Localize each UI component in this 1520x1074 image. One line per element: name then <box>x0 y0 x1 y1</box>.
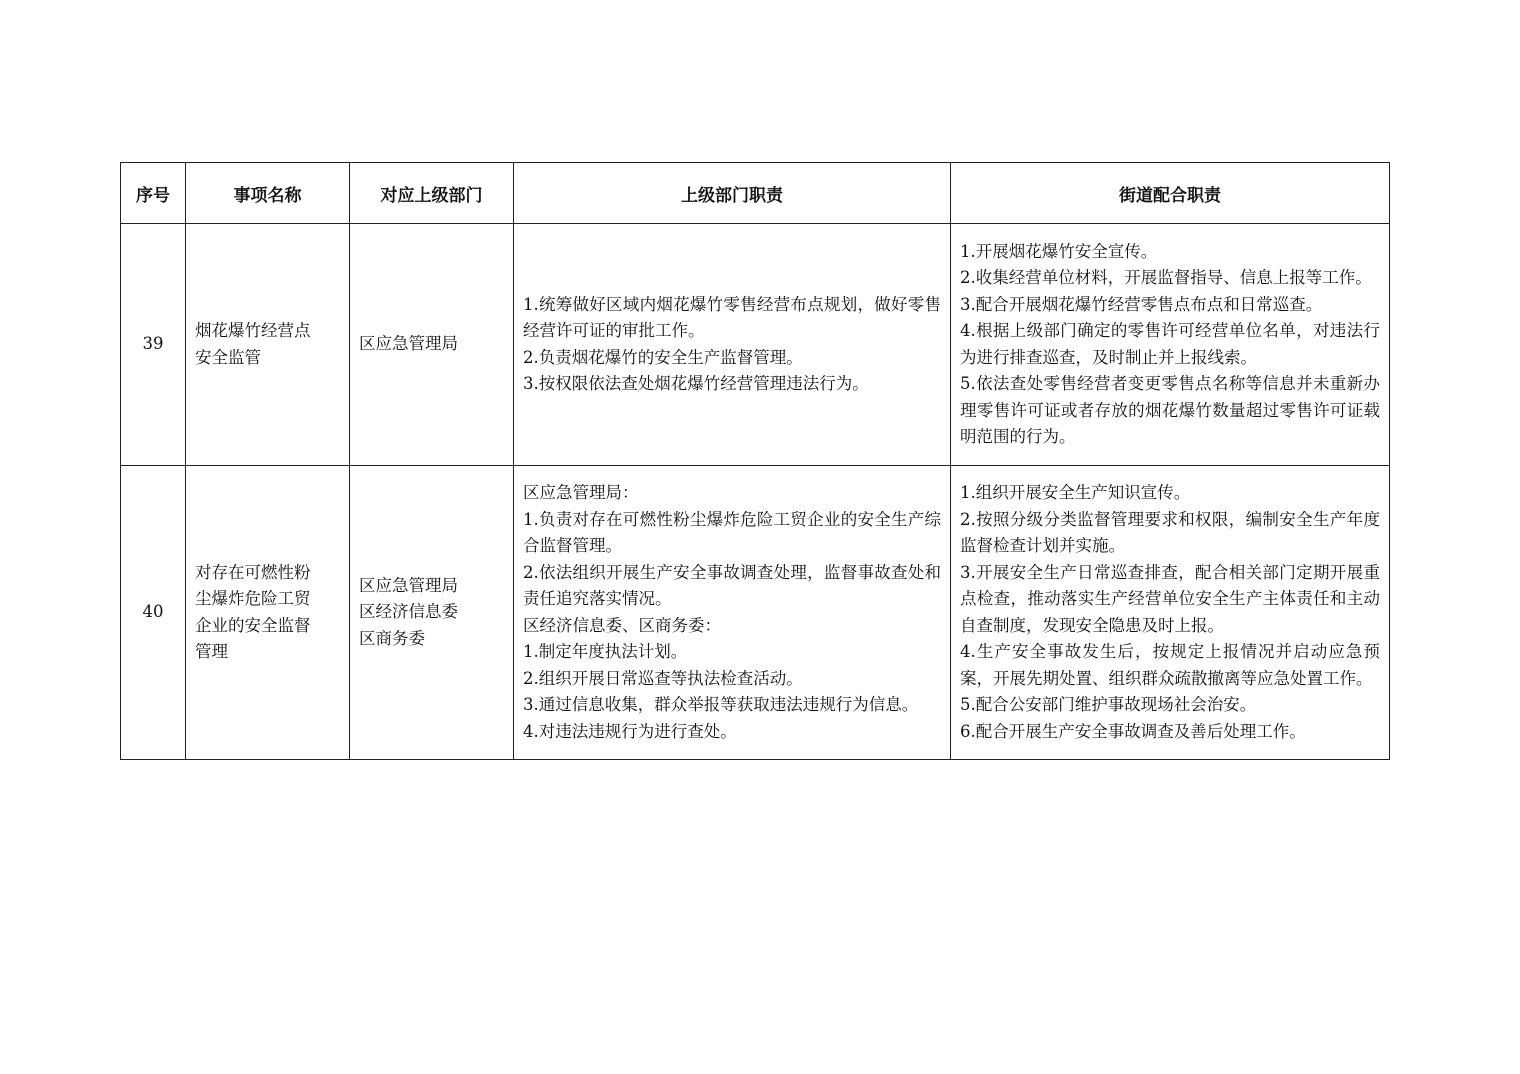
duty-item: 4.对违法违规行为进行查处。 <box>523 721 737 741</box>
table-header-row <box>121 163 1390 224</box>
item-name-line: 尘爆炸危险工贸 <box>195 589 311 608</box>
row-number: 39 <box>121 224 186 466</box>
duty-item: 3.按权限依法查处烟花爆竹经营管理违法行为。 <box>523 374 869 393</box>
dept-line: 区商务委 <box>359 628 425 648</box>
duty-item: 6.配合开展生产安全事故调查及善后处理工作。 <box>960 721 1306 741</box>
superior-duties-cell <box>514 224 951 466</box>
header-street-duties: 街道配合职责 <box>951 163 1390 224</box>
superior-dept-cell <box>350 466 514 760</box>
duty-item: 区经济信息委、区商务委： <box>523 615 721 635</box>
dept-line: 区应急管理局 <box>359 575 458 595</box>
duty-item: 4.生产安全事故发生后，按规定上报情况并启动应急预案，开展先期处置、组织群众疏散撤离等应急处置工作。 <box>960 642 1380 688</box>
header-superior-dept: 对应上级部门 <box>350 163 514 224</box>
duty-item: 5.配合公安部门维护事故现场社会治安。 <box>960 695 1257 714</box>
duty-item: 5.依法查处零售经营者变更零售点名称等信息并未重新办理零售许可证或者存放的烟花爆竹数量超过零售许可证载明范围的行为。 <box>960 374 1380 446</box>
duty-item: 1.组织开展安全生产知识宣传。 <box>960 483 1191 502</box>
header-superior-duties: 上级部门职责 <box>514 163 951 224</box>
item-name-cell <box>186 224 350 466</box>
duty-item: 1.负责对存在可燃性粉尘爆炸危险工贸企业的安全生产综合监督管理。 <box>523 509 941 555</box>
duties-table <box>120 162 1390 760</box>
item-name-cell <box>186 466 350 760</box>
duty-item: 1.统筹做好区域内烟花爆竹零售经营布点规划，做好零售经营许可证的审批工作。 <box>523 294 941 340</box>
item-name-line: 安全监管 <box>195 347 261 367</box>
duty-item: 3.配合开展烟花爆竹经营零售点布点和日常巡查。 <box>960 294 1323 314</box>
superior-duties-cell <box>514 466 951 760</box>
street-duties-cell <box>951 466 1390 760</box>
header-item-name: 事项名称 <box>186 163 350 224</box>
duty-item: 2.收集经营单位材料，开展监督指导、信息上报等工作。 <box>960 268 1372 287</box>
item-name-line: 企业的安全监督 <box>195 615 311 635</box>
duty-item: 2.依法组织开展生产安全事故调查处理，监督事故查处和责任追究落实情况。 <box>523 562 941 608</box>
duty-item: 2.负责烟花爆竹的安全生产监督管理。 <box>523 347 803 367</box>
item-name-line: 对存在可燃性粉 <box>195 562 311 582</box>
duty-item: 区应急管理局： <box>523 483 639 502</box>
item-name-line: 管理 <box>195 642 228 661</box>
dept-line: 区经济信息委 <box>359 602 458 622</box>
duty-item: 3.通过信息收集，群众举报等获取违法违规行为信息。 <box>523 695 919 714</box>
duty-item: 1.制定年度执法计划。 <box>523 642 688 661</box>
duty-item: 3.开展安全生产日常巡查排查，配合相关部门定期开展重点检查，推动落实生产经营单位安全生产主体责任和主动自查制度，发现安全隐患及时上报。 <box>960 562 1380 635</box>
duty-item: 2.组织开展日常巡查等执法检查活动。 <box>523 668 803 688</box>
superior-dept-cell <box>350 224 514 466</box>
duty-item: 2.按照分级分类监督管理要求和权限，编制安全生产年度监督检查计划并实施。 <box>960 509 1380 555</box>
item-name-line: 烟花爆竹经营点 <box>195 321 311 340</box>
dept-line: 区应急管理局 <box>359 334 458 354</box>
duty-item: 1.开展烟花爆竹安全宣传。 <box>960 241 1158 261</box>
duty-item: 4.根据上级部门确定的零售许可经营单位名单，对违法行为进行排查巡查，及时制止并上报线索。 <box>960 321 1380 367</box>
header-number: 序号 <box>121 163 186 224</box>
street-duties-cell <box>951 224 1390 466</box>
table-row <box>121 466 1390 760</box>
table-row <box>121 224 1390 466</box>
row-number: 40 <box>121 466 186 760</box>
